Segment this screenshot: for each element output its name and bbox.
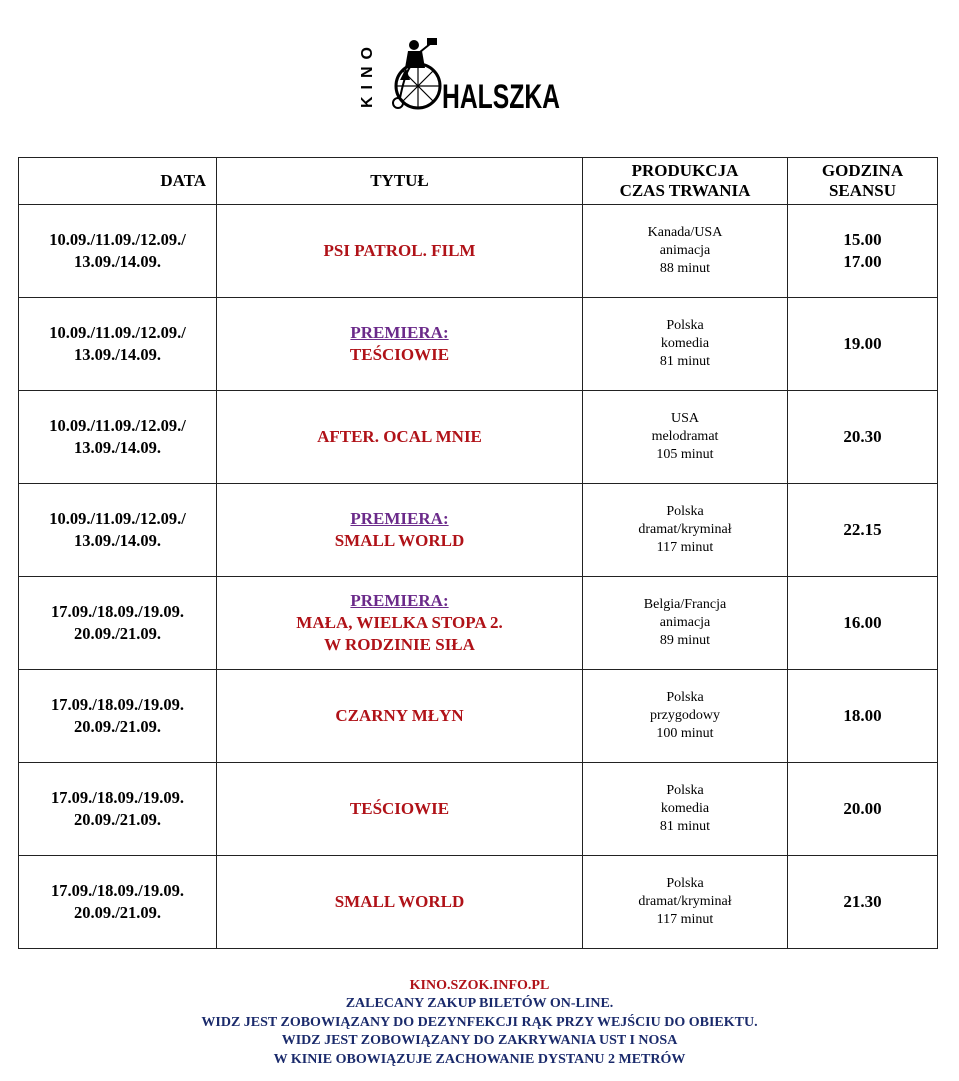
date-line: 17.09./18.09./19.09. <box>51 788 184 807</box>
production-cell <box>583 577 788 670</box>
table-row <box>19 670 938 763</box>
table-row <box>19 205 938 298</box>
table-row <box>19 577 938 670</box>
genre: animacja <box>659 243 711 258</box>
production-cell <box>583 670 788 763</box>
footer-notice <box>0 977 959 1069</box>
showtime-cell <box>788 577 938 670</box>
date-line: 17.09./18.09./19.09. <box>51 602 184 621</box>
header-title: TYTUŁ <box>217 158 583 205</box>
showtime: 16.00 <box>843 613 882 632</box>
header-showtime-label-1: GODZINA <box>821 161 904 180</box>
header-production-label: PRODUKCJA <box>631 161 739 180</box>
showtime: 20.00 <box>843 799 882 818</box>
movie-title: SMALL WORLD <box>334 531 465 550</box>
penny-farthing-logo-icon <box>350 28 570 118</box>
country: Polska <box>666 783 704 798</box>
genre: animacja <box>659 615 711 630</box>
table-row <box>19 298 938 391</box>
date-cell <box>19 391 217 484</box>
date-line: 10.09./11.09./12.09./ <box>49 509 186 528</box>
duration: 105 minut <box>656 447 714 462</box>
header-date: DATA <box>19 158 217 205</box>
showtime: 21.30 <box>843 892 882 911</box>
duration: 81 minut <box>659 819 711 834</box>
date-line: 20.09./21.09. <box>73 810 162 829</box>
movie-title: SMALL WORLD <box>334 892 465 911</box>
table-row <box>19 484 938 577</box>
duration: 81 minut <box>659 354 711 369</box>
duration: 88 minut <box>659 261 711 276</box>
date-line: 13.09./14.09. <box>73 345 162 364</box>
table-header-row <box>19 158 938 205</box>
production-cell <box>583 484 788 577</box>
showtime: 19.00 <box>843 334 882 353</box>
date-cell <box>19 484 217 577</box>
date-cell <box>19 577 217 670</box>
date-line: 20.09./21.09. <box>73 624 162 643</box>
date-cell <box>19 670 217 763</box>
country: Polska <box>666 318 704 333</box>
production-cell <box>583 205 788 298</box>
country: Polska <box>666 876 704 891</box>
country: Belgia/Francja <box>643 597 727 612</box>
header-duration-label: CZAS TRWANIA <box>619 181 751 200</box>
table-row <box>19 763 938 856</box>
showtime: 18.00 <box>843 706 882 725</box>
footer-line: WIDZ JEST ZOBOWIĄZANY DO ZAKRYWANIA UST I NOSA <box>281 1033 678 1049</box>
showtime-cell <box>788 484 938 577</box>
date-line: 10.09./11.09./12.09./ <box>49 323 186 342</box>
date-line: 20.09./21.09. <box>73 903 162 922</box>
production-cell <box>583 856 788 949</box>
footer-line: ZALECANY ZAKUP BILETÓW ON-LINE. <box>345 996 614 1012</box>
date-line: 13.09./14.09. <box>73 252 162 271</box>
country: Polska <box>666 690 704 705</box>
header-showtime <box>788 158 938 205</box>
movie-title: MAŁA, WIELKA STOPA 2. <box>296 613 503 632</box>
production-cell <box>583 391 788 484</box>
genre: komedia <box>660 336 710 351</box>
genre: przygodowy <box>650 708 720 723</box>
table-row <box>19 391 938 484</box>
logo-kino-text: KINO <box>359 40 376 108</box>
premiere-label: PREMIERA: <box>350 323 449 342</box>
production-cell <box>583 763 788 856</box>
showtime-cell <box>788 391 938 484</box>
premiere-label: PREMIERA: <box>350 509 449 528</box>
duration: 100 minut <box>656 726 714 741</box>
showtime-cell <box>788 856 938 949</box>
date-line: 20.09./21.09. <box>73 717 162 736</box>
footer-line: WIDZ JEST ZOBOWIĄZANY DO DEZYNFEKCJI RĄK PRZY WEJŚCIU DO OBIEKTU. <box>201 1014 758 1030</box>
genre: dramat/kryminał <box>638 522 732 537</box>
showtime-cell <box>788 298 938 391</box>
title-cell <box>217 763 583 856</box>
showtime: 15.00 <box>843 230 882 249</box>
premiere-label: PREMIERA: <box>350 591 449 610</box>
production-cell <box>583 298 788 391</box>
date-cell <box>19 205 217 298</box>
title-cell <box>217 577 583 670</box>
header-production <box>583 158 788 205</box>
screening-schedule-table <box>18 157 938 949</box>
duration: 89 minut <box>659 633 711 648</box>
showtime-cell <box>788 670 938 763</box>
genre: dramat/kryminał <box>638 894 732 909</box>
title-cell <box>217 298 583 391</box>
country: USA <box>670 411 699 426</box>
title-cell <box>217 484 583 577</box>
movie-title: CZARNY MŁYN <box>335 706 464 725</box>
footer-line: W KINIE OBOWIĄZUJE ZACHOWANIE DYSTANU 2 METRÓW <box>273 1051 686 1067</box>
logo-name-text: HALSZKA <box>442 78 560 116</box>
country: Kanada/USA <box>647 225 723 240</box>
date-line: 17.09./18.09./19.09. <box>51 695 184 714</box>
date-cell <box>19 763 217 856</box>
date-line: 13.09./14.09. <box>73 438 162 457</box>
duration: 117 minut <box>656 540 714 555</box>
duration: 117 minut <box>656 912 714 927</box>
date-cell <box>19 298 217 391</box>
title-cell <box>217 670 583 763</box>
header-showtime-label-2: SEANSU <box>828 181 897 200</box>
date-line: 10.09./11.09./12.09./ <box>49 230 186 249</box>
showtime: 22.15 <box>843 520 882 539</box>
date-cell <box>19 856 217 949</box>
movie-title: TEŚCIOWIE <box>349 345 450 364</box>
genre: melodramat <box>651 429 719 444</box>
genre: komedia <box>660 801 710 816</box>
movie-title: PSI PATROL. FILM <box>323 241 476 260</box>
cinema-logo <box>350 28 570 118</box>
movie-title: TEŚCIOWIE <box>349 799 450 818</box>
title-cell <box>217 856 583 949</box>
title-cell <box>217 205 583 298</box>
footer-website: KINO.SZOK.INFO.PL <box>409 978 550 993</box>
showtime-cell <box>788 205 938 298</box>
date-line: 17.09./18.09./19.09. <box>51 881 184 900</box>
title-cell <box>217 391 583 484</box>
date-line: 13.09./14.09. <box>73 531 162 550</box>
table-row <box>19 856 938 949</box>
country: Polska <box>666 504 704 519</box>
movie-subtitle: W RODZINIE SIŁA <box>324 635 475 654</box>
date-line: 10.09./11.09./12.09./ <box>49 416 186 435</box>
showtime: 20.30 <box>843 427 882 446</box>
showtime: 17.00 <box>843 252 882 271</box>
movie-title: AFTER. OCAL MNIE <box>317 427 482 446</box>
showtime-cell <box>788 763 938 856</box>
